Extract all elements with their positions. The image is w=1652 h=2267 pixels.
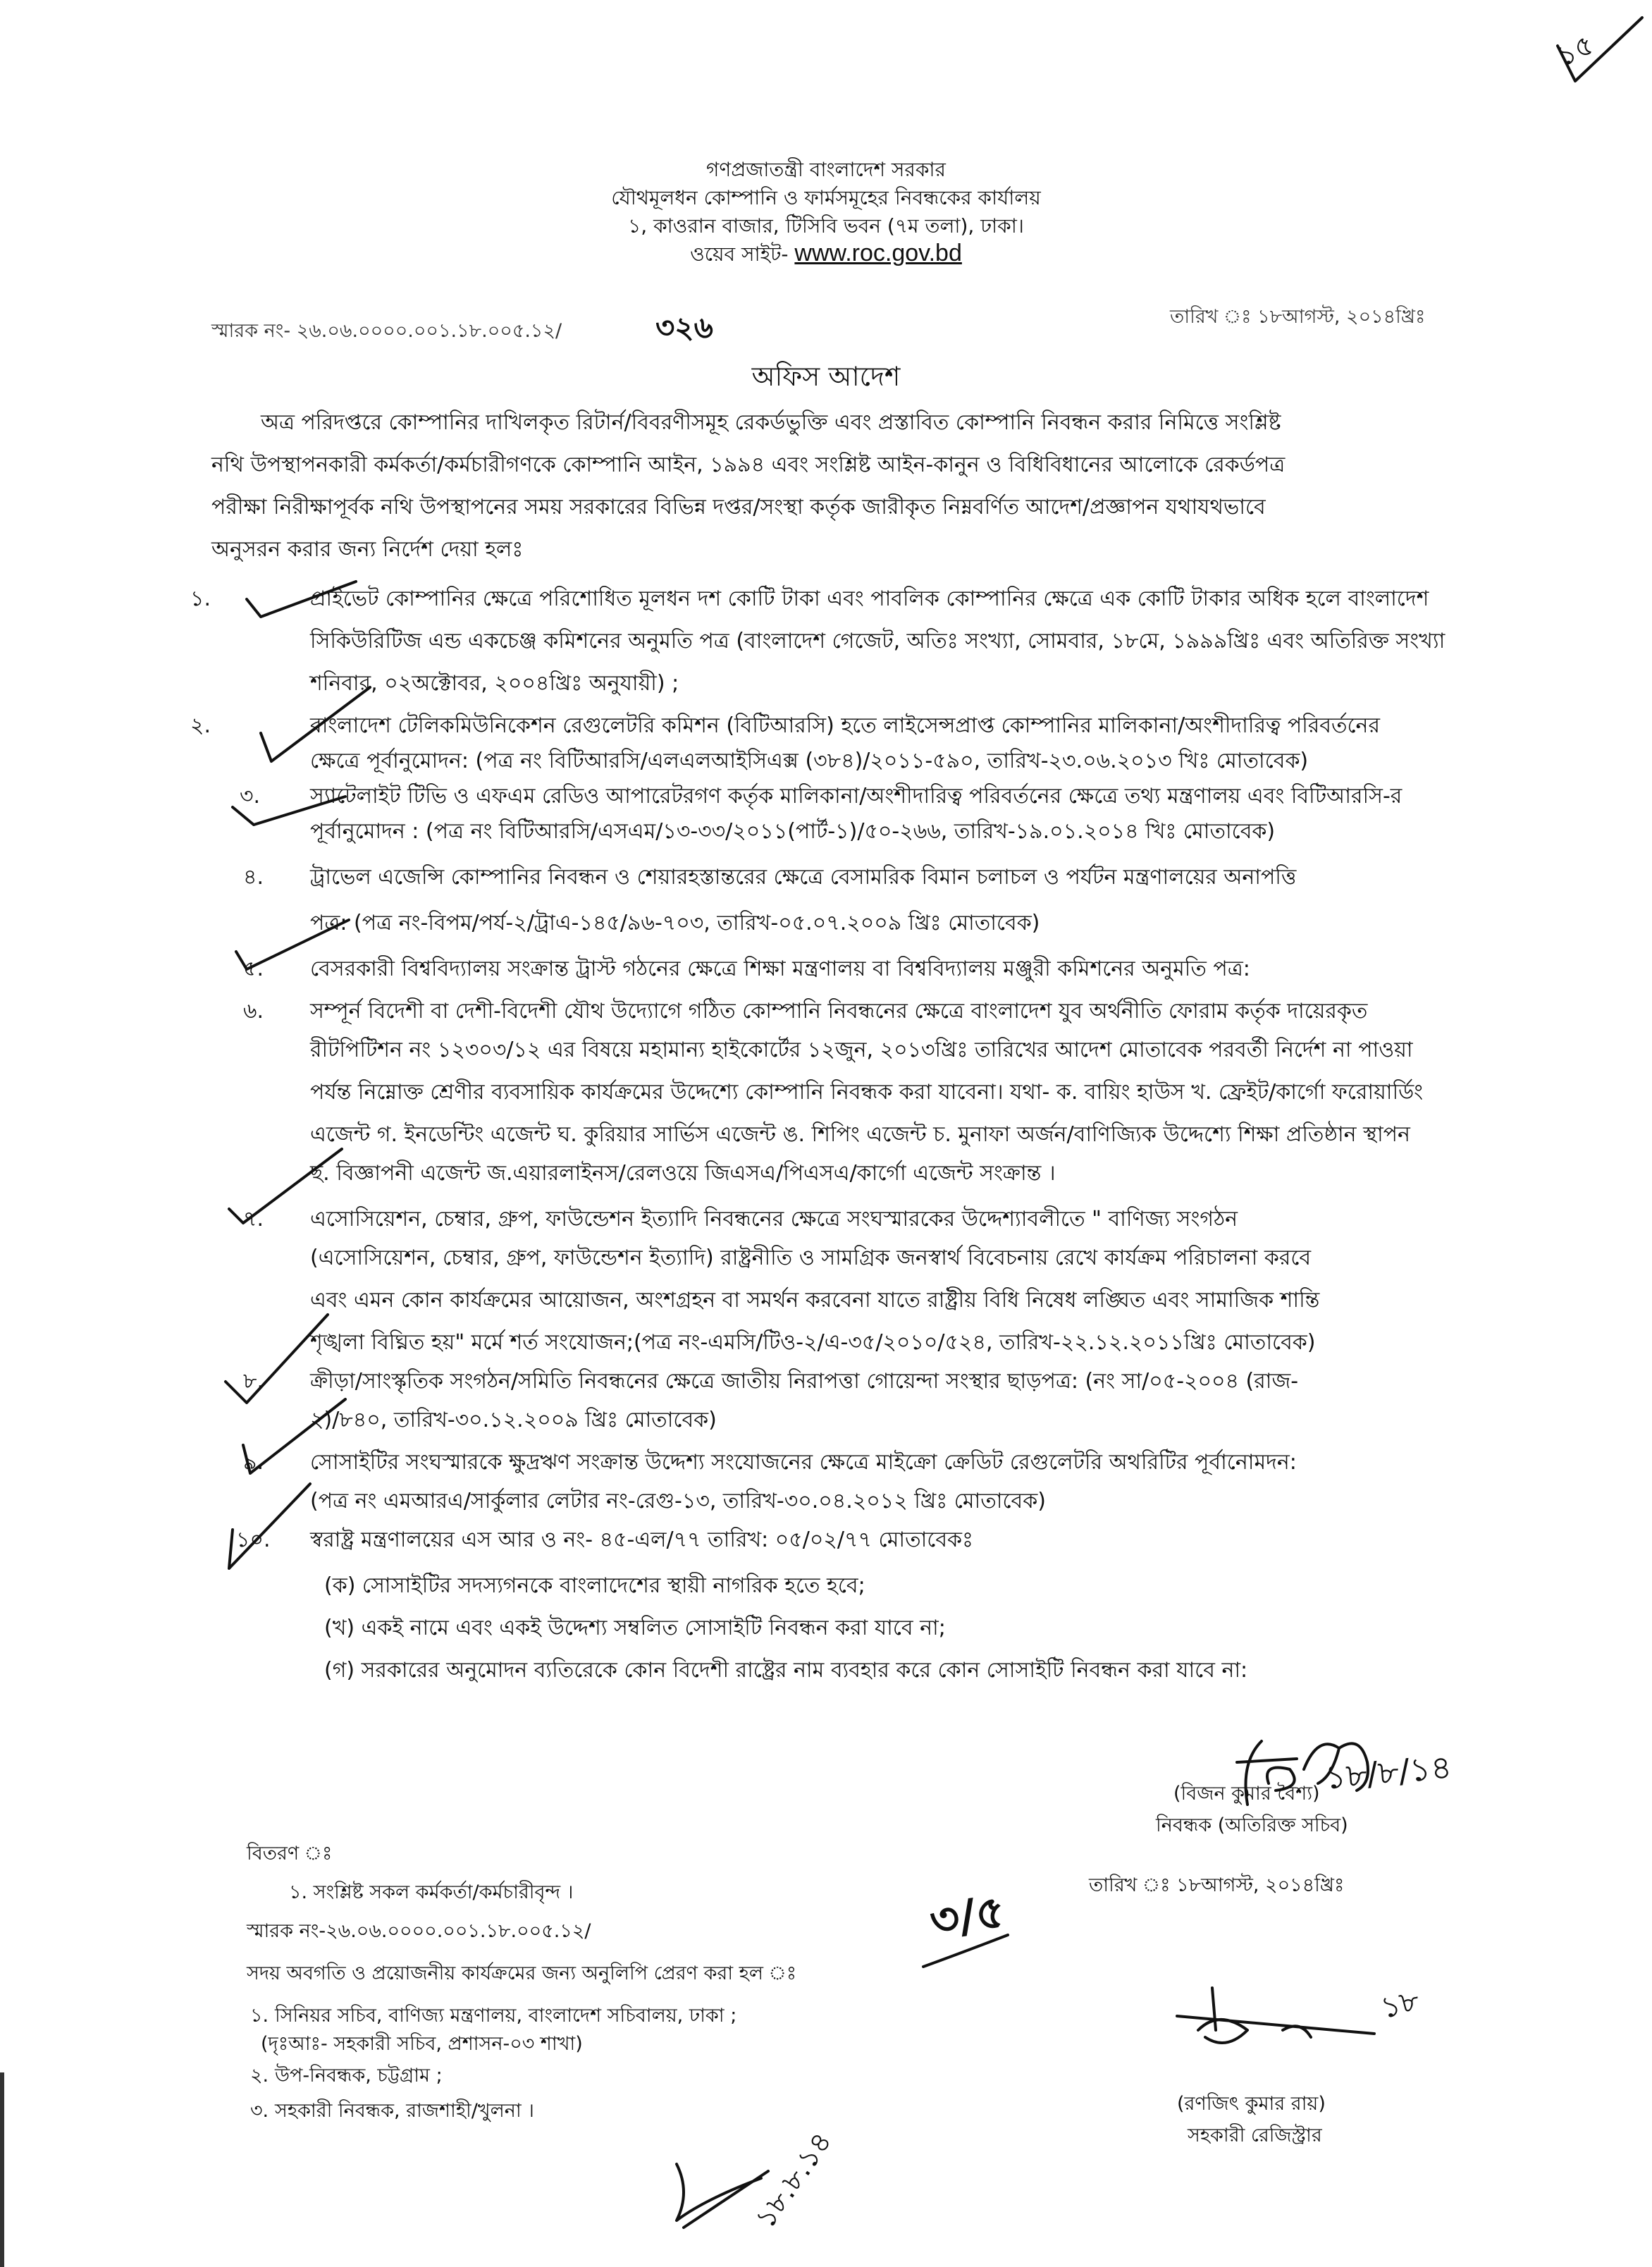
corner-check-icon — [1554, 14, 1646, 85]
header-government: গণপ্রজাতন্ত্রী বাংলাদেশ সরকার — [706, 158, 946, 181]
distribution-date: তারিখ ঃ ১৮আগস্ট, ২০১৪খ্রিঃ — [1089, 1874, 1345, 1896]
subitem-ka: (ক) সোসাইটির সদস্যগনকে বাংলাদেশের স্থায়ী নাগরিক হতে হবে; — [324, 1573, 865, 1598]
check-mark-icon — [226, 1142, 345, 1227]
item-line: এবং এমন কোন কার্যক্রমের আয়োজন, অংশগ্রহন বা সমর্থন করবেনা যাতে রাষ্ট্রীয় বিধি নিষেধ লঙ্ঘিত এবং সামাজিক শান্তি — [310, 1288, 1320, 1313]
check-mark-icon — [229, 793, 349, 835]
signatory2-designation: সহকারী রেজিস্ট্রার — [1188, 2125, 1322, 2146]
distribution-memo-number: স্মারক নং-২৬.০৬.০০০০.০০১.১৮.০০৫.১২/ — [247, 1920, 591, 1942]
bottom-initial-date: ১৮.৮.১৪ — [749, 2125, 839, 2235]
item-line: সম্পূর্ন বিদেশী বা দেশী-বিদেশী যৌথ উদ্যোগে গঠিত কোম্পানি নিবন্ধনের ক্ষেত্রে বাংলাদেশ যুব অর্থনীতি ফোরাম কর্তৃক দায়েরকৃত — [310, 999, 1368, 1024]
signatory1-name: (বিজন কুমার বৈশ্য) — [1173, 1783, 1320, 1805]
item-number: ৮. — [243, 1369, 264, 1394]
signature-registrar-date: ১৮/৮/১৪ — [1323, 1747, 1453, 1797]
header-address: ১, কাওরান বাজার, টিসিবি ভবন (৭ম তলা), ঢাকা। — [628, 214, 1024, 238]
item-number: ৭. — [243, 1207, 264, 1231]
item-line: বাংলাদেশ টেলিকমিউনিকেশন রেগুলেটরি কমিশন (বিটিআরসি) হতে লাইসেন্সপ্রাপ্ত কোম্পানির মালিকানা/অংশীদারিত্ব পরিবর্তনের — [310, 713, 1380, 738]
item-line: (পত্র নং এমআরএ/সার্কুলার লেটার নং-রেগু-১৩, তারিখ-৩০.০৪.২০১২ খ্রিঃ মোতাবেক) — [310, 1489, 1046, 1513]
website-link[interactable]: www.roc.gov.bd — [794, 240, 962, 266]
item-line: রীটপিটিশন নং ১২৩০৩/১২ এর বিষয়ে মহামান্য হাইকোর্টের ১২জুন, ২০১৩খ্রিঃ তারিখের আদেশ মোতাবেক পরবর্তী নির্দেশ না পাওয়া — [310, 1038, 1413, 1062]
item-line: শৃঙ্খলা বিঘ্নিত হয়" মর্মে শর্ত সংযোজন;(পত্র নং-এমসি/টিও-২/এ-৩৫/২০১০/৫২৪, তারিখ-২২.১২.২০১১খ্রিঃ মোতাবেক) — [310, 1330, 1316, 1355]
memo-number: স্মারক নং- ২৬.০৬.০০০০.০০১.১৮.০০৫.১২/ — [211, 320, 562, 342]
memo-handwritten-number: ৩২৬ — [655, 310, 713, 345]
signatory2-name: (রণজিৎ কুমার রায়) — [1177, 2093, 1326, 2115]
item-number: ১. — [190, 586, 211, 611]
item-line: পর্যন্ত নিম্নোক্ত শ্রেণীর ব্যবসায়িক কার্যক্রমের উদ্দেশ্যে কোম্পানি নিবন্ধক করা যাবেনা। যথা- ক. বায়িং হাউস খ. ফ্রেইট/কার্গো ফরোয়ার্ডিং — [310, 1080, 1424, 1105]
item-line: ক্রীড়া/সাংস্কৃতিক সংগঠন/সমিতি নিবন্ধনের ক্ষেত্রে জাতীয় নিরাপত্তা গোয়েন্দা সংস্থার ছাড়পত্র: (নং সা/০৫-২০০৪ (রাজ- — [310, 1369, 1299, 1394]
item-number: ৩. — [240, 784, 261, 809]
intro-line: পরীক্ষা নিরীক্ষাপূর্বক নথি উপস্থাপনের সময় সরকারের বিভিন্ন দপ্তর/সংস্থা কর্তৃক জারীকৃত নিম্নবর্ণিত আদেশ/প্রজ্ঞাপন যথাযথভাবে — [211, 495, 1266, 520]
copy-line: (দৃঃআঃ- সহকারী সচিব, প্রশাসন-০৩ শাখা) — [261, 2033, 583, 2055]
item-line: এজেন্ট গ. ইনডেন্টিং এজেন্ট ঘ. কুরিয়ার সার্ভিস এজেন্ট ঙ. শিপিং এজেন্ট চ. মুনাফা অর্জন/বাণিজ্যিক উদ্দেশ্যে শিক্ষা প্রতিষ্ঠান স্থাপন — [310, 1122, 1410, 1147]
item-number: ১০. — [236, 1528, 271, 1552]
signature-assistant-date: ১৮ — [1376, 1982, 1424, 2026]
distribution-item: ১. সংশ্লিষ্ট সকল কর্মকর্তা/কর্মচারীবৃন্দ । — [289, 1881, 574, 1903]
copy-number: ৩. — [250, 2100, 269, 2122]
item-line: ছ. বিজ্ঞাপনী এজেন্ট জ.এয়ারলাইনস/রেলওয়ে জিএসএ/পিএসএ/কার্গো এজেন্ট সংক্রান্ত । — [310, 1161, 1056, 1186]
item-line: স্বরাষ্ট্র মন্ত্রণালয়ের এস আর ও নং- ৪৫-এল/৭৭ তারিখ: ০৫/০২/৭৭ মোতাবেকঃ — [310, 1528, 974, 1552]
item-line: স্যাটেলাইট টিভি ও এফএম রেডিও আপারেটরগণ কর্তৃক মালিকানা/অংশীদারিত্ব পরিবর্তনের ক্ষেত্রে তথ্য মন্ত্রণালয় এবং বিটিআরসি-র — [310, 784, 1403, 809]
copy-line: সহকারী নিবন্ধক, রাজশাহী/খুলনা । — [275, 2100, 534, 2122]
intro-line: অনুসরন করার জন্য নির্দেশ দেয়া হলঃ — [211, 537, 524, 562]
corner-handwritten-mark: ১৫ — [1552, 28, 1599, 73]
header-office: যৌথমূলধন কোম্পানি ও ফার্মসমূহের নিবন্ধকের কার্যালয় — [611, 186, 1041, 209]
subitem-kha: (খ) একই নামে এবং একই উদ্দেশ্য সম্বলিত সোসাইটি নিবন্ধন করা যাবে না; — [324, 1616, 946, 1640]
item-line: ক্ষেত্রে পূর্বানুমোদন: (পত্র নং বিটিআরসি/এলএলআইসিএক্স (৩৮৪)/২০১১-৫৯০, তারিখ-২৩.০৬.২০১৩ খিঃ মোতাবেক) — [310, 749, 1309, 773]
item-number: ৬. — [243, 999, 264, 1024]
item-number: ৫. — [243, 957, 264, 981]
item-line: পূর্বানুমোদন : (পত্র নং বিটিআরসি/এসএম/১৩-৩৩/২০১১(পার্ট-১)/৫০-২৬৬, তারিখ-১৯.০১.২০১৪ খিঃ মোতাবেক) — [310, 819, 1276, 844]
distribution-handwritten-number: ৩/৫ — [926, 1885, 1009, 1948]
intro-line: নথি উপস্থাপনকারী কর্মকর্তা/কর্মচারীগণকে কোম্পানি আইন, ১৯৯৪ এবং সংশ্লিষ্ট আইন-কানুন ও বিধিবিধানের আলোকে রেকর্ডপত্র — [211, 453, 1286, 477]
check-mark-icon — [254, 684, 374, 768]
item-line: শনিবার, ০২অক্টোবর, ২০০৪খ্রিঃ অনুযায়ী) ; — [310, 671, 679, 696]
copy-line: সিনিয়র সচিব, বাণিজ্য মন্ত্রণালয়, বাংলাদেশ সচিবালয়, ঢাকা ; — [275, 2005, 737, 2027]
check-mark-icon — [218, 1480, 317, 1572]
item-line: এসোসিয়েশন, চেম্বার, গ্রুপ, ফাউন্ডেশন ইত্যাদি নিবন্ধনের ক্ষেত্রে সংঘস্মারকের উদ্দেশ্যাবলীতে " বাণিজ্য সংগঠন — [310, 1207, 1238, 1231]
item-line: (এসোসিয়েশন, চেম্বার, গ্রুপ, ফাউন্ডেশন ইত্যাদি) রাষ্ট্রনীতি ও সামগ্রিক জনস্বার্থ বিবেচনায় রেখে কার্যক্রম পরিচালনা করবে — [310, 1246, 1312, 1270]
item-line: ট্রাভেল এজেন্সি কোম্পানির নিবন্ধন ও শেয়ারহস্তান্তরের ক্ষেত্রে বেসামরিক বিমান চলাচল ও পর্যটন মন্ত্রণালয়ের অনাপত্তি — [310, 865, 1297, 890]
copy-note: সদয় অবগতি ও প্রয়োজনীয় কার্যক্রমের জন্য অনুলিপি প্রেরণ করা হল ঃ — [247, 1962, 797, 1984]
distribution-heading: বিতরণ ঃ — [247, 1843, 333, 1864]
check-mark-icon — [222, 1311, 342, 1410]
signatory1-designation: নিবন্ধক (অতিরিক্ত সচিব) — [1156, 1814, 1348, 1836]
item-number: ৯. — [243, 1450, 264, 1475]
subitem-ga: (গ) সরকারের অনুমোদন ব্যতিরেকে কোন বিদেশী রাষ্ট্রের নাম ব্যবহার করে কোন সোসাইটি নিবন্ধন করা যাবে না: — [324, 1658, 1248, 1683]
copy-number: ২. — [250, 2065, 269, 2087]
website-label: ওয়েব সাইট- — [690, 242, 789, 266]
item-line: সিকিউরিটিজ এন্ড একচেঞ্জ কমিশনের অনুমতি পত্র (বাংলাদেশ গেজেট, অতিঃ সংখ্যা, সোমবার, ১৮মে, ১৯৯৯খ্রিঃ এবং অতিরিক্ত সংখ্যা — [310, 629, 1446, 653]
signature-assistant-registrar — [1170, 1981, 1410, 2079]
item-line: বেসরকারী বিশ্ববিদ্যালয় সংক্রান্ত ট্রাস্ট গঠনের ক্ষেত্রে শিক্ষা মন্ত্রণালয় বা বিশ্ববিদ্যালয় মঞ্জুরী কমিশনের অনুমতি পত্র: — [310, 957, 1250, 981]
check-mark-icon — [233, 916, 352, 973]
copy-number: ১. — [250, 2005, 269, 2027]
item-number: ২. — [190, 713, 211, 738]
page-title: অফিস আদেশ — [751, 361, 901, 392]
copy-line: উপ-নিবন্ধক, চট্টগ্রাম ; — [275, 2065, 443, 2087]
item-number: ৪. — [243, 865, 264, 890]
scan-edge — [0, 2072, 4, 2267]
item-line: ২)/৮৪০, তারিখ-৩০.১২.২০০৯ খ্রিঃ মোতাবেক) — [310, 1408, 717, 1432]
item-line: সোসাইটির সংঘস্মারকে ক্ষুদ্রঋণ সংক্রান্ত উদ্দেশ্য সংযোজনের ক্ষেত্রে মাইক্রো ক্রেডিট রেগুলেটরি অথরিটির পূর্বানোমদন: — [310, 1450, 1297, 1475]
item-line: প্রাইভেট কোম্পানির ক্ষেত্রে পরিশোধিত মূলধন দশ কোটি টাকা এবং পাবলিক কোম্পানির ক্ষেত্রে এক কোটি টাকার অধিক হলে বাংলাদেশ — [310, 586, 1429, 611]
header-website — [0, 240, 1652, 268]
intro-line: অত্র পরিদপ্তরে কোম্পানির দাখিলকৃত রিটার্ন/বিবরণীসমূহ রেকর্ডভুক্তি এবং প্রস্তাবিত কোম্পানি নিবন্ধন করার নিমিত্তে সংশ্লিষ্ট — [261, 410, 1281, 435]
check-mark-icon — [240, 578, 359, 627]
check-mark-icon — [233, 1396, 352, 1480]
handwritten-underline — [920, 1931, 1011, 1974]
item-line: পত্র: (পত্র নং-বিপম/পর্য-২/ট্রাএ-১৪৫/৯৬-৭০৩, তারিখ-০৫.০৭.২০০৯ খ্রিঃ মোতাবেক) — [310, 911, 1040, 935]
memo-date: তারিখ ঃ ১৮আগস্ট, ২০১৪খ্রিঃ — [1170, 306, 1426, 328]
